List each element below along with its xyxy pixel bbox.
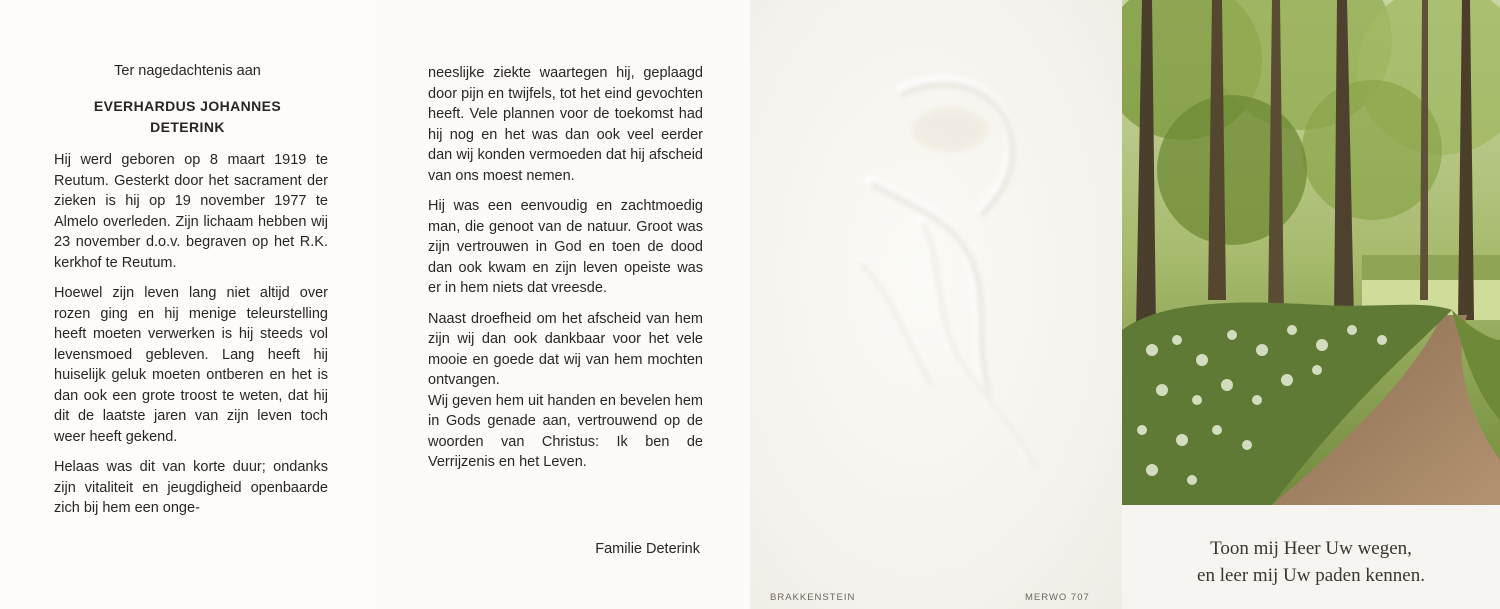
left-text	[54, 150, 328, 529]
left-page	[0, 0, 375, 609]
paragraph: Wij geven hem uit handen en bevelen hem in Gods genade aan, vertrouwend op de woorden van Christus: Ik ben de Verrijzenis en het Leven.	[428, 392, 703, 470]
middle-page	[375, 0, 750, 609]
deceased-name	[0, 96, 375, 138]
paragraph: Hij werd geboren op 8 maart 1919 te Reutum. Gesterkt door het sacrament der zieken is hij op 19 november 1977 te Almelo overleden. Zijn lichaam hebben wij 23 november d.o.v. begraven op het R.K. kerkhof te Reutum.	[54, 152, 328, 271]
embossed-praying-hands-icon	[830, 60, 1070, 480]
paragraph: Naast droefheid om het afscheid van hem zijn wij dan ook dankbaar voor het vele mooie en goede dat wij van hem mochten ontvangen.	[428, 310, 703, 388]
photo-page	[1122, 0, 1500, 609]
name-line-1: EVERHARDUS JOHANNES	[93, 98, 282, 114]
paragraph: Hoewel zijn leven lang niet altijd over rozen ging en hij menige teleurstelling heeft moeten verwerken is hij steeds vol levensmoed gebleven. Lang heeft hij huiselijk geluk moeten ontberen en het is dan ook een grote troost te weten, dat hij dit de laatste jaren van zijn leven toch weer heeft gekend.	[54, 285, 328, 445]
paragraph: neeslijke ziekte waartegen hij, geplaagd door pijn en twijfels, tot het eind gevochten heeft. Vele plannen voor de toekomst had hij nog en het was dan ook veel eerder dan wij konden vermoeden dat hij afscheid van ons moest nemen.	[428, 65, 703, 184]
family-signature: Familie Deterink	[595, 541, 700, 557]
card-code: MERWO 707	[1025, 592, 1090, 603]
in-memory-heading: Ter nagedachtenis aan	[114, 63, 261, 79]
quote-line-2: en leer mij Uw paden kennen.	[1197, 565, 1425, 586]
paragraph: Hij was een eenvoudig en zachtmoedig man, die genoot van de natuur. Groot was zijn vertrouwen in God en toen de dood dan ook kwam en zijn leven opeiste was er in hem niets dat vreesde.	[428, 198, 703, 296]
bible-quote	[1122, 535, 1500, 589]
publisher-mark: BRAKKENSTEIN	[770, 592, 856, 603]
name-line-2: DETERINK	[150, 119, 225, 135]
forest-path-photo	[1122, 0, 1500, 505]
paragraph: Helaas was dit van korte duur; ondanks zijn vitaliteit en jeugdigheid openbaarde zich bij hem een onge-	[54, 459, 328, 516]
quote-line-1: Toon mij Heer Uw wegen,	[1210, 538, 1412, 559]
embossed-back-page	[750, 0, 1122, 609]
middle-text	[428, 63, 703, 483]
